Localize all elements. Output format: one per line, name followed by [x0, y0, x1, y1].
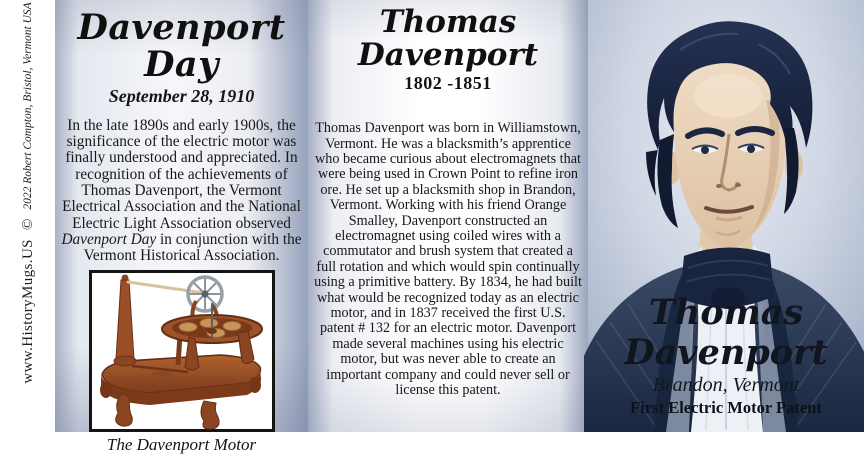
- davenport-motor-illustration: [92, 273, 272, 429]
- portrait-achievement: First Electric Motor Patent: [630, 398, 822, 417]
- portrait-name-line2: Davenport: [624, 332, 828, 373]
- left-body-after: in conjunction with the Vermont Historical Association.: [83, 231, 302, 265]
- left-panel-date: September 28, 1910: [108, 85, 255, 106]
- biography-panel: [308, 0, 588, 432]
- left-panel-body: [59, 118, 305, 265]
- copyright-symbol: ©: [19, 218, 36, 231]
- copyright-vertical-text: [0, 0, 56, 432]
- website-url: www.HistoryMugs.US: [19, 239, 36, 384]
- portrait-caption-block: [588, 292, 864, 418]
- davenport-day-panel: [55, 0, 308, 454]
- motor-image-frame: [89, 270, 275, 432]
- biography-title: Thomas Davenport: [357, 4, 539, 73]
- biography-body: Thomas Davenport was born in Williamstown, Vermont. He was a blacksmith’s apprentice who became curious about electromagnets that were being used in Crown Point to refine iron ore. He set up a blacksmith shop in Brandon, Vermont. Working with his friend Orange Smalley, Davenport constructed an electromagnet using coiled wires with a commutator and brush system that created a full rotation and which would spin continually using a primitive battery. By 1834, he had built what would be recognized today as an electric motor, and in 1837 received the first U.S. patent # 132 for an electric motor. Davenport made several machines using his electric motor, but was never able to create an important company and could never sell or license this patent.: [314, 120, 582, 398]
- left-body-before: In the late 1890s and early 1900s, the significance of the electric motor was finally understood and appreciated. In recognition of the achievements of Thomas Davenport, the Vermont Electrical Association and the National Electric Light Association observed: [62, 116, 301, 232]
- motor-caption: The Davenport Motor: [106, 434, 257, 454]
- portrait-name-line1: Thomas: [648, 292, 804, 333]
- copyright-credit: 2022 Robert Compton, Bristol, Vermont USA: [22, 2, 34, 210]
- left-panel-title: Davenport Day: [77, 7, 286, 85]
- life-dates: 1802 -1851: [404, 73, 492, 94]
- left-body-italic: Davenport Day: [61, 231, 157, 249]
- portrait-location: Brandon, Vermont: [652, 374, 800, 396]
- portrait-panel: [588, 0, 864, 432]
- copyright-strip: [0, 0, 55, 432]
